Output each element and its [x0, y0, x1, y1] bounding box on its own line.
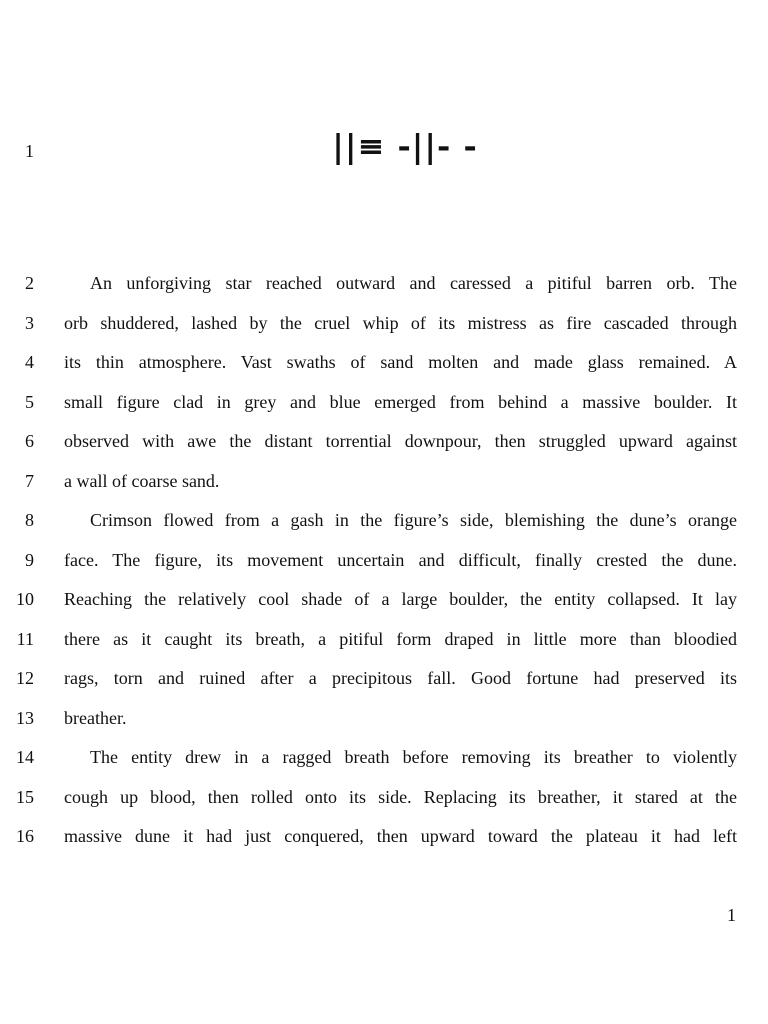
text-line: orb shuddered, lashed by the cruel whip of its mistress as fire cascaded through [64, 313, 737, 333]
line-number: 14 [16, 747, 34, 767]
text-line: there as it caught its breath, a pitiful form draped in little more than bloodied [64, 629, 737, 649]
line-number: 13 [16, 708, 34, 728]
line-number: 1 [25, 141, 34, 161]
line-number: 15 [16, 787, 34, 807]
line-number: 10 [16, 589, 34, 609]
line-number: 6 [25, 431, 34, 451]
text-line: cough up blood, then rolled onto its side. Replacing its breather, it stared at the [64, 787, 737, 807]
line-number: 9 [25, 550, 34, 570]
line-number: 2 [25, 273, 34, 293]
text-line: face. The figure, its movement uncertain and difficult, finally crested the dune. [64, 550, 737, 570]
text-line: Crimson flowed from a gash in the figure’s side, blemishing the dune’s orange [90, 510, 737, 530]
text-line: observed with awe the distant torrential downpour, then struggled upward against [64, 431, 737, 451]
text-line: Reaching the relatively cool shade of a large boulder, the entity collapsed. It lay [64, 589, 737, 609]
line-number: 8 [25, 510, 34, 530]
text-line: massive dune it had just conquered, then upward toward the plateau it had left [64, 826, 737, 846]
line-number: 3 [25, 313, 34, 333]
line-number: 11 [16, 629, 34, 649]
text-line: The entity drew in a ragged breath before removing its breather to violently [90, 747, 737, 767]
text-line: its thin atmosphere. Vast swaths of sand molten and made glass remained. A [64, 352, 737, 372]
page-title: ||≡ -||- - [332, 127, 478, 165]
line-number: 16 [16, 826, 34, 846]
line-number: 4 [25, 352, 34, 372]
text-line: rags, torn and ruined after a precipitous fall. Good fortune had preserved its [64, 668, 737, 688]
page-number: 1 [727, 905, 736, 925]
line-number: 12 [16, 668, 34, 688]
text-line: a wall of coarse sand. [64, 471, 220, 491]
line-number: 7 [25, 471, 34, 491]
text-line: An unforgiving star reached outward and caressed a pitiful barren orb. The [90, 273, 737, 293]
line-number: 5 [25, 392, 34, 412]
text-line: breather. [64, 708, 127, 728]
text-line: small figure clad in grey and blue emerged from behind a massive boulder. It [64, 392, 737, 412]
